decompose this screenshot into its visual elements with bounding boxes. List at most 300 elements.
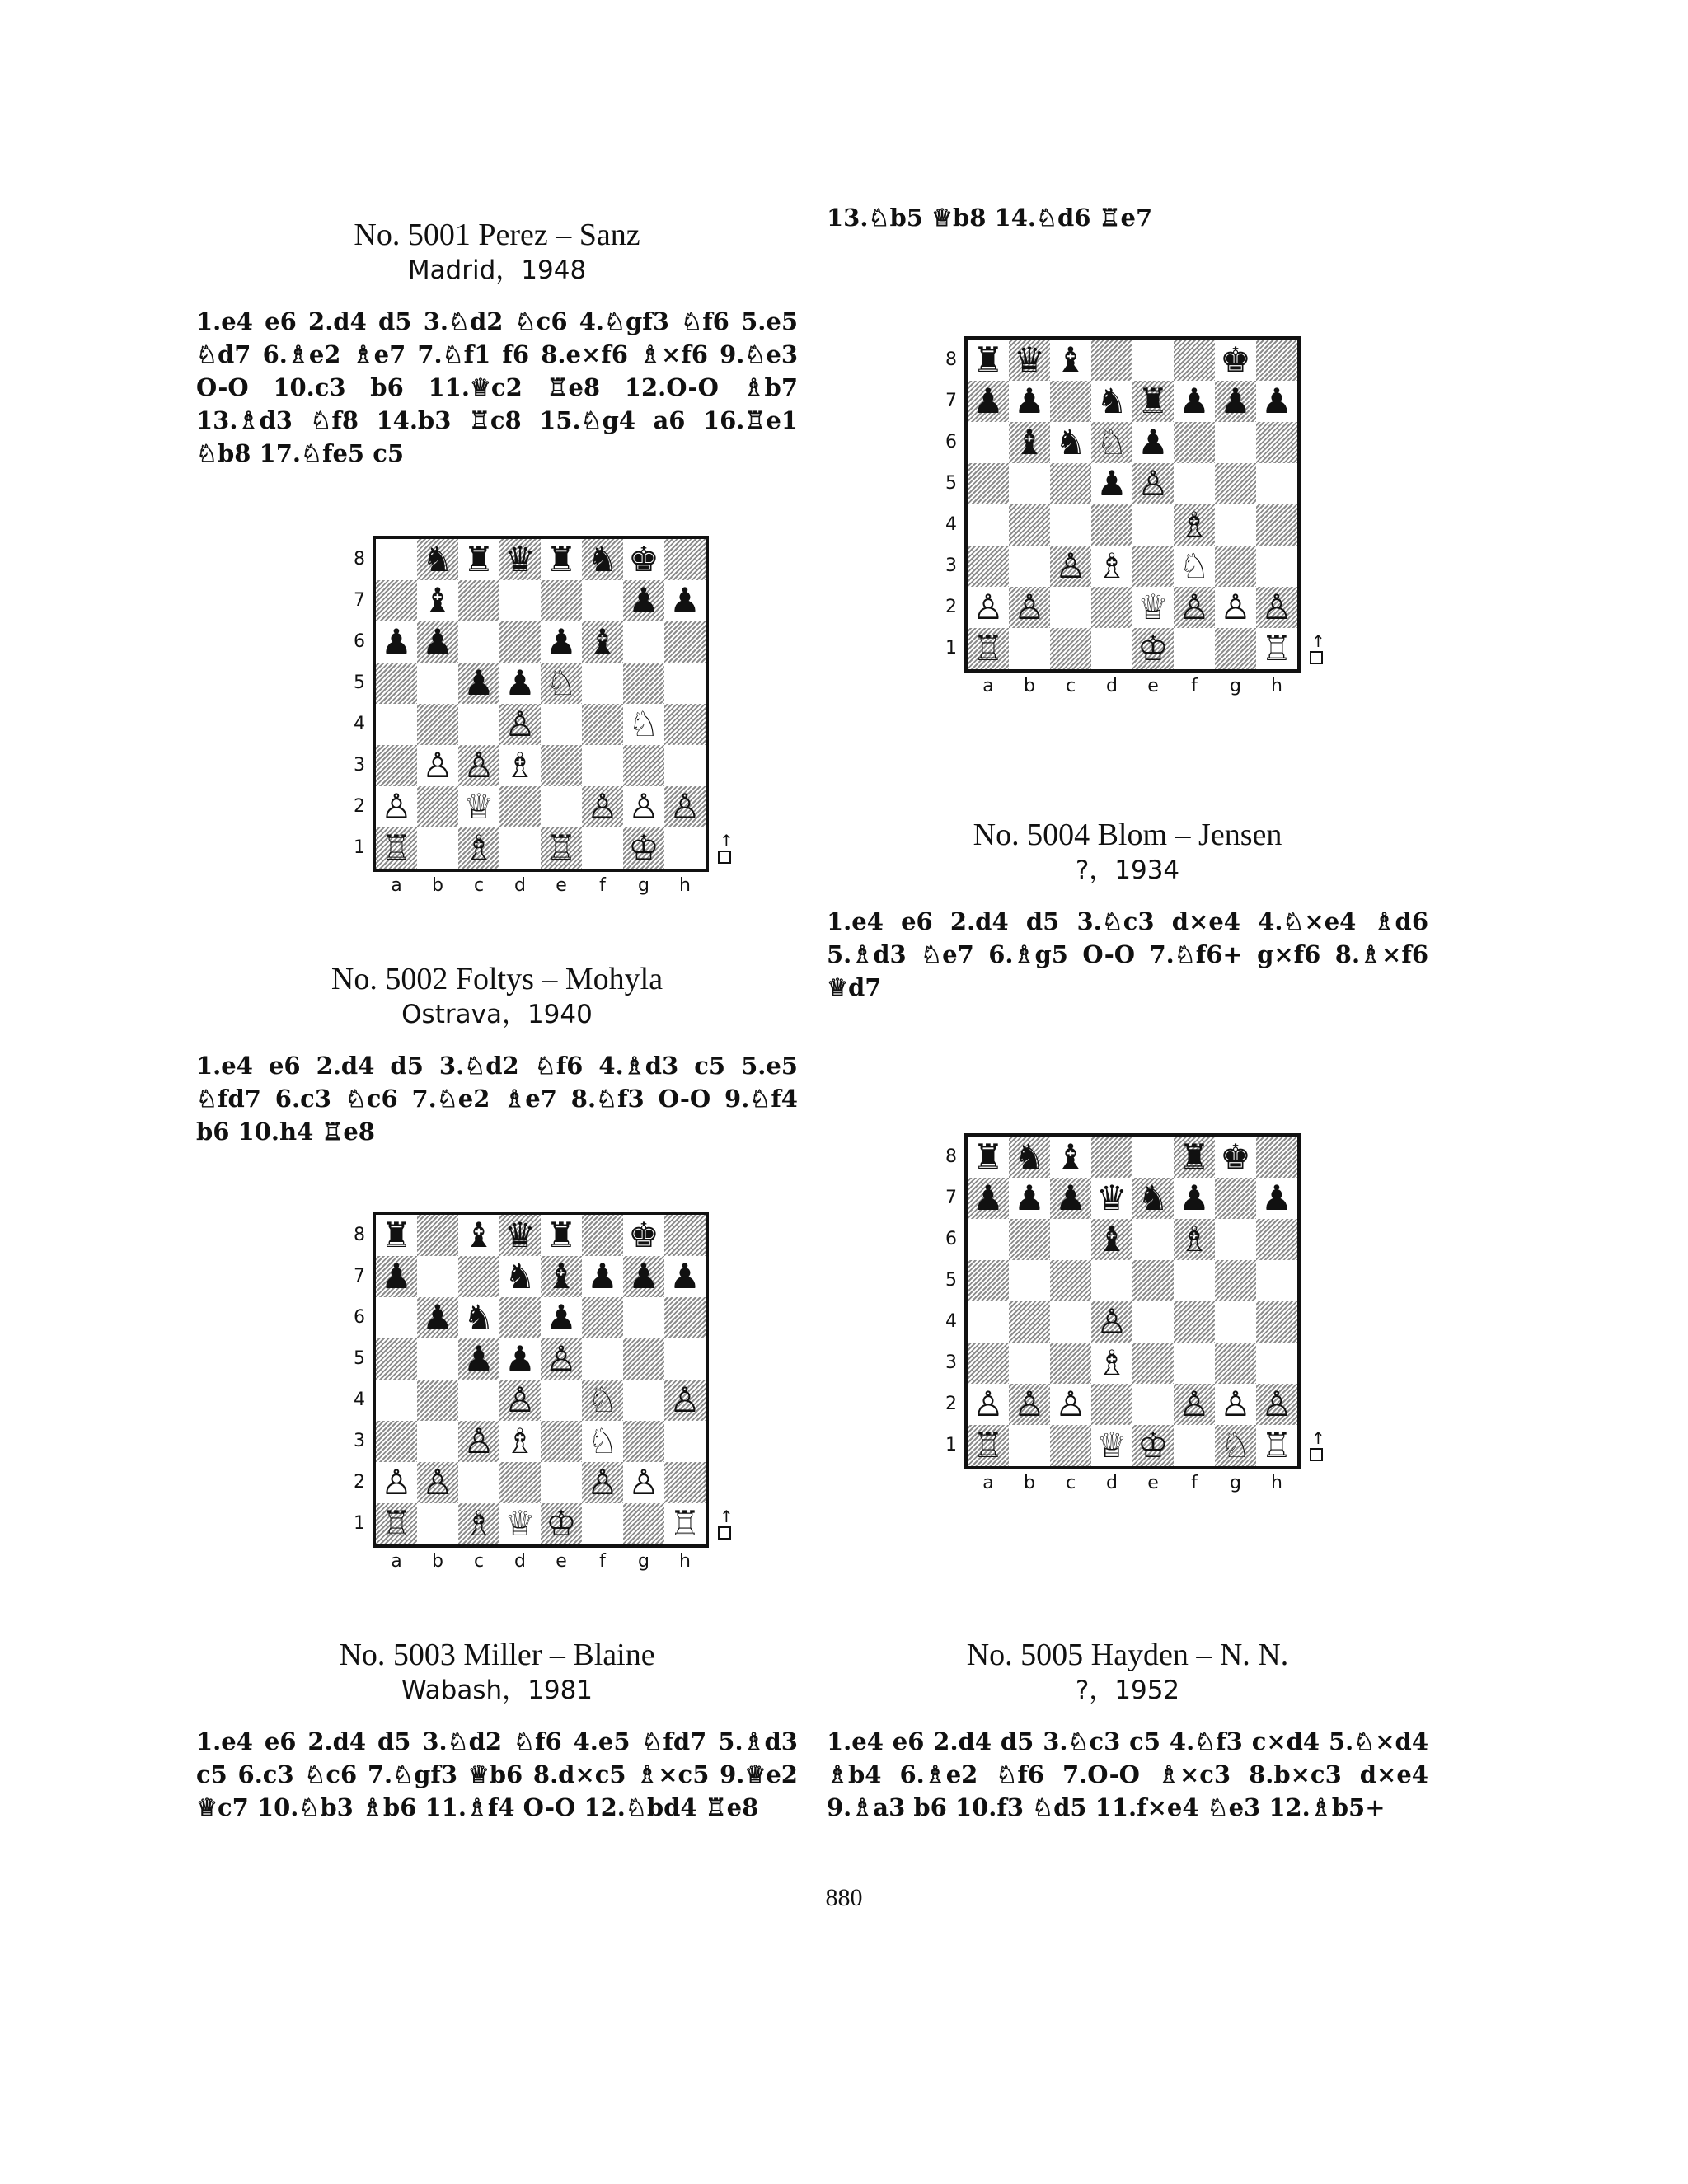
black-rook-icon: ♜ bbox=[381, 1215, 412, 1255]
rank-label: 3 bbox=[945, 555, 957, 576]
chess-board bbox=[373, 536, 709, 872]
square-a5 bbox=[376, 1338, 417, 1380]
black-rook-icon: ♜ bbox=[546, 539, 577, 579]
square-d2 bbox=[1091, 1384, 1132, 1425]
black-knight-icon: ♞ bbox=[1014, 1137, 1045, 1177]
square-a4 bbox=[968, 1301, 1009, 1343]
black-pawn-icon: ♟ bbox=[1261, 381, 1292, 421]
white-bishop-icon: ♗ bbox=[1179, 1219, 1210, 1259]
square-f5 bbox=[582, 663, 623, 704]
black-rook-icon: ♜ bbox=[1179, 1137, 1210, 1177]
black-pawn-icon: ♟ bbox=[422, 621, 453, 662]
black-pawn-icon: ♟ bbox=[669, 1256, 701, 1296]
rank-label: 3 bbox=[354, 755, 365, 776]
black-pawn-icon: ♟ bbox=[1137, 422, 1169, 462]
rank-label: 5 bbox=[354, 673, 365, 693]
game-title: No. 5004 Blom – Jensen bbox=[973, 818, 1282, 852]
white-to-move-square-icon bbox=[1310, 651, 1323, 664]
file-label: a bbox=[982, 676, 994, 696]
file-label: a bbox=[982, 1473, 994, 1493]
square-g4 bbox=[1215, 1301, 1256, 1343]
square-g3 bbox=[1215, 546, 1256, 587]
square-b1 bbox=[417, 827, 458, 869]
square-g6 bbox=[1215, 1219, 1256, 1260]
square-e4 bbox=[541, 704, 582, 745]
rank-label: 8 bbox=[945, 349, 957, 370]
white-rook-icon: ♖ bbox=[381, 1503, 412, 1544]
square-h3 bbox=[1256, 1343, 1297, 1384]
square-e4 bbox=[541, 1380, 582, 1421]
square-b2 bbox=[417, 786, 458, 827]
square-h4 bbox=[1256, 1301, 1297, 1343]
file-label: h bbox=[1271, 676, 1282, 696]
rank-label: 2 bbox=[354, 1472, 365, 1493]
square-c1 bbox=[1050, 628, 1091, 669]
file-label: a bbox=[391, 1551, 402, 1572]
file-label: d bbox=[514, 875, 526, 896]
white-pawn-icon: ♙ bbox=[381, 786, 412, 827]
square-d2 bbox=[499, 786, 541, 827]
file-label: f bbox=[1191, 676, 1198, 696]
rank-label: 2 bbox=[354, 796, 365, 817]
square-a3 bbox=[376, 745, 417, 786]
white-pawn-icon: ♙ bbox=[422, 745, 453, 785]
square-e2 bbox=[541, 786, 582, 827]
white-pawn-icon: ♙ bbox=[587, 1462, 618, 1502]
black-pawn-icon: ♟ bbox=[1014, 1178, 1045, 1218]
square-a8 bbox=[376, 539, 417, 580]
file-label: d bbox=[514, 1551, 526, 1572]
square-h8 bbox=[664, 539, 706, 580]
white-pawn-icon: ♙ bbox=[1014, 587, 1045, 627]
side-to-move-indicator bbox=[1309, 631, 1325, 666]
square-f3 bbox=[1174, 1343, 1215, 1384]
square-b5 bbox=[1009, 463, 1050, 504]
square-d6 bbox=[499, 1297, 541, 1338]
rank-label: 3 bbox=[945, 1352, 957, 1373]
white-pawn-icon: ♙ bbox=[504, 1380, 536, 1420]
white-pawn-icon: ♙ bbox=[628, 1462, 659, 1502]
square-f1 bbox=[1174, 1425, 1215, 1466]
white-king-icon: ♔ bbox=[546, 1503, 577, 1544]
rank-label: 4 bbox=[945, 514, 957, 535]
square-b3 bbox=[417, 1421, 458, 1462]
file-label: e bbox=[1147, 1473, 1159, 1493]
file-label: e bbox=[1147, 676, 1159, 696]
square-b5 bbox=[1009, 1260, 1050, 1301]
square-d7 bbox=[499, 580, 541, 621]
square-f5 bbox=[1174, 463, 1215, 504]
square-g6 bbox=[1215, 422, 1256, 463]
square-c4 bbox=[1050, 1301, 1091, 1343]
file-label: b bbox=[432, 1551, 443, 1572]
white-pawn-icon: ♙ bbox=[1014, 1384, 1045, 1424]
square-d1 bbox=[499, 827, 541, 869]
square-c2 bbox=[458, 1462, 499, 1503]
white-pawn-icon: ♙ bbox=[1220, 1384, 1251, 1424]
game-header-5004 bbox=[827, 816, 1428, 887]
black-pawn-icon: ♟ bbox=[546, 1297, 577, 1338]
rank-label: 6 bbox=[354, 631, 365, 652]
square-b4 bbox=[417, 1380, 458, 1421]
square-a4 bbox=[376, 704, 417, 745]
square-e4 bbox=[1132, 504, 1174, 546]
file-label: b bbox=[1024, 676, 1035, 696]
white-queen-icon: ♕ bbox=[463, 786, 495, 827]
rank-label: 7 bbox=[945, 391, 957, 411]
white-pawn-icon: ♙ bbox=[1137, 463, 1169, 504]
rank-label: 5 bbox=[945, 473, 957, 494]
square-b4 bbox=[417, 704, 458, 745]
black-king-icon: ♚ bbox=[628, 539, 659, 579]
white-rook-icon: ♖ bbox=[1261, 1425, 1292, 1465]
black-rook-icon: ♜ bbox=[463, 539, 495, 579]
white-rook-icon: ♖ bbox=[1261, 628, 1292, 668]
black-king-icon: ♚ bbox=[1220, 340, 1251, 380]
file-label: g bbox=[638, 875, 649, 896]
black-bishop-icon: ♝ bbox=[546, 1256, 577, 1296]
square-h6 bbox=[664, 621, 706, 663]
game-place: Wabash，1981 bbox=[401, 1675, 593, 1705]
black-bishop-icon: ♝ bbox=[1014, 422, 1045, 462]
black-pawn-icon: ♟ bbox=[1096, 463, 1128, 504]
black-pawn-icon: ♟ bbox=[381, 621, 412, 662]
black-rook-icon: ♜ bbox=[546, 1215, 577, 1255]
rank-label: 6 bbox=[945, 432, 957, 452]
square-g1 bbox=[1215, 628, 1256, 669]
file-label: f bbox=[1191, 1473, 1198, 1493]
black-knight-icon: ♞ bbox=[1096, 381, 1128, 421]
white-king-icon: ♔ bbox=[628, 827, 659, 868]
rank-label: 3 bbox=[354, 1431, 365, 1451]
black-bishop-icon: ♝ bbox=[587, 621, 618, 662]
file-label: c bbox=[1065, 676, 1076, 696]
white-bishop-icon: ♗ bbox=[1179, 504, 1210, 545]
white-pawn-icon: ♙ bbox=[1096, 1301, 1128, 1342]
white-rook-icon: ♖ bbox=[546, 827, 577, 868]
file-label: g bbox=[1230, 676, 1241, 696]
black-pawn-icon: ♟ bbox=[463, 663, 495, 703]
square-g6 bbox=[623, 621, 664, 663]
square-d8 bbox=[1091, 340, 1132, 381]
file-label: f bbox=[599, 1551, 606, 1572]
black-pawn-icon: ♟ bbox=[1261, 1178, 1292, 1218]
chess-board bbox=[373, 1212, 709, 1548]
game-header-5001 bbox=[196, 216, 798, 287]
black-pawn-icon: ♟ bbox=[463, 1338, 495, 1379]
square-b5 bbox=[417, 1338, 458, 1380]
square-g3 bbox=[623, 1421, 664, 1462]
white-bishop-icon: ♗ bbox=[504, 745, 536, 785]
square-h5 bbox=[1256, 463, 1297, 504]
square-e6 bbox=[1132, 1219, 1174, 1260]
file-label: f bbox=[599, 875, 606, 896]
black-pawn-icon: ♟ bbox=[973, 381, 1004, 421]
chess-board bbox=[964, 336, 1301, 673]
square-b5 bbox=[417, 663, 458, 704]
game-title: No. 5003 Miller – Blaine bbox=[339, 1638, 655, 1672]
white-queen-icon: ♕ bbox=[1137, 587, 1169, 627]
black-bishop-icon: ♝ bbox=[1055, 1137, 1086, 1177]
square-c7 bbox=[458, 1256, 499, 1297]
rank-label: 5 bbox=[354, 1348, 365, 1369]
square-h6 bbox=[664, 1297, 706, 1338]
black-pawn-icon: ♟ bbox=[546, 621, 577, 662]
black-rook-icon: ♜ bbox=[973, 340, 1004, 380]
file-label: b bbox=[432, 875, 443, 896]
square-a5 bbox=[968, 463, 1009, 504]
black-pawn-icon: ♟ bbox=[628, 580, 659, 621]
square-d8 bbox=[1091, 1137, 1132, 1178]
square-b1 bbox=[417, 1503, 458, 1544]
square-h2 bbox=[664, 1462, 706, 1503]
white-king-icon: ♔ bbox=[1137, 628, 1169, 668]
file-label: g bbox=[1230, 1473, 1241, 1493]
rank-label: 2 bbox=[945, 597, 957, 617]
square-a3 bbox=[376, 1421, 417, 1462]
white-pawn-icon: ♙ bbox=[587, 786, 618, 827]
white-rook-icon: ♖ bbox=[669, 1503, 701, 1544]
white-pawn-icon: ♙ bbox=[973, 587, 1004, 627]
game-moves: 1.e4 e6 2.d4 d5 3.♘c3 c5 4.♘f3 c×d4 5.♘×d4 ♗b4 6.♗e2 ♘f6 7.O-O ♗×c3 8.b×c3 d×e4 9.♗a3 b6 10.f3 ♘d5 11.f×e4 ♘e3 12.♗b5+ bbox=[827, 1727, 1428, 1821]
file-label: c bbox=[473, 875, 485, 896]
white-rook-icon: ♖ bbox=[381, 827, 412, 868]
square-a6 bbox=[968, 1219, 1009, 1260]
white-pawn-icon: ♙ bbox=[381, 1462, 412, 1502]
square-c7 bbox=[458, 580, 499, 621]
square-c6 bbox=[458, 621, 499, 663]
white-pawn-icon: ♙ bbox=[546, 1338, 577, 1379]
game-title: No. 5005 Hayden – N. N. bbox=[966, 1638, 1289, 1672]
square-e3 bbox=[541, 1421, 582, 1462]
arrow-up-icon: ↑ bbox=[720, 1507, 734, 1526]
square-h5 bbox=[1256, 1260, 1297, 1301]
white-rook-icon: ♖ bbox=[973, 1425, 1004, 1465]
white-bishop-icon: ♗ bbox=[1096, 1343, 1128, 1383]
white-bishop-icon: ♗ bbox=[504, 1421, 536, 1461]
square-c7 bbox=[1050, 381, 1091, 422]
square-f1 bbox=[582, 827, 623, 869]
black-pawn-icon: ♟ bbox=[628, 1256, 659, 1296]
black-bishop-icon: ♝ bbox=[1055, 340, 1086, 380]
square-g6 bbox=[623, 1297, 664, 1338]
white-pawn-icon: ♙ bbox=[1055, 1384, 1086, 1424]
white-knight-icon: ♘ bbox=[546, 663, 577, 703]
square-f3 bbox=[582, 745, 623, 786]
black-rook-icon: ♜ bbox=[973, 1137, 1004, 1177]
file-label: c bbox=[1065, 1473, 1076, 1493]
white-bishop-icon: ♗ bbox=[463, 1503, 495, 1544]
black-knight-icon: ♞ bbox=[504, 1256, 536, 1296]
square-d6 bbox=[499, 621, 541, 663]
square-a6 bbox=[968, 422, 1009, 463]
square-h6 bbox=[1256, 1219, 1297, 1260]
game-place: ?，1934 bbox=[1075, 855, 1180, 885]
black-pawn-icon: ♟ bbox=[669, 580, 701, 621]
white-knight-icon: ♘ bbox=[587, 1421, 618, 1461]
square-h3 bbox=[664, 745, 706, 786]
rank-label: 1 bbox=[354, 837, 365, 858]
square-f8 bbox=[582, 1215, 623, 1256]
white-knight-icon: ♘ bbox=[628, 704, 659, 744]
white-rook-icon: ♖ bbox=[973, 628, 1004, 668]
white-king-icon: ♔ bbox=[1137, 1425, 1169, 1465]
rank-label: 8 bbox=[945, 1146, 957, 1167]
square-f6 bbox=[1174, 422, 1215, 463]
game-title: No. 5001 Perez – Sanz bbox=[354, 218, 640, 252]
black-queen-icon: ♛ bbox=[504, 539, 536, 579]
white-bishop-icon: ♗ bbox=[1096, 546, 1128, 586]
white-knight-icon: ♘ bbox=[1179, 546, 1210, 586]
square-e2 bbox=[1132, 1384, 1174, 1425]
square-g5 bbox=[1215, 463, 1256, 504]
square-e8 bbox=[1132, 1137, 1174, 1178]
square-f5 bbox=[582, 1338, 623, 1380]
white-queen-icon: ♕ bbox=[504, 1503, 536, 1544]
file-label: h bbox=[1271, 1473, 1282, 1493]
white-pawn-icon: ♙ bbox=[1055, 546, 1086, 586]
square-b3 bbox=[1009, 546, 1050, 587]
square-a3 bbox=[968, 546, 1009, 587]
file-label: d bbox=[1106, 676, 1118, 696]
square-c6 bbox=[1050, 1219, 1091, 1260]
square-b4 bbox=[1009, 1301, 1050, 1343]
page-number: 880 bbox=[825, 1884, 863, 1911]
white-bishop-icon: ♗ bbox=[463, 827, 495, 868]
game-place: ?，1952 bbox=[1075, 1675, 1180, 1705]
game-place: Madrid，1948 bbox=[407, 255, 587, 285]
black-bishop-icon: ♝ bbox=[422, 580, 453, 621]
black-pawn-icon: ♟ bbox=[1179, 381, 1210, 421]
square-g4 bbox=[1215, 504, 1256, 546]
square-c5 bbox=[1050, 1260, 1091, 1301]
rank-label: 6 bbox=[945, 1229, 957, 1249]
file-label: d bbox=[1106, 1473, 1118, 1493]
arrow-up-icon: ↑ bbox=[1311, 631, 1325, 651]
black-king-icon: ♚ bbox=[1220, 1137, 1251, 1177]
square-a7 bbox=[376, 580, 417, 621]
rank-label: 1 bbox=[945, 1435, 957, 1455]
square-a3 bbox=[968, 1343, 1009, 1384]
white-pawn-icon: ♙ bbox=[463, 745, 495, 785]
black-pawn-icon: ♟ bbox=[504, 663, 536, 703]
white-to-move-square-icon bbox=[718, 1526, 731, 1540]
black-pawn-icon: ♟ bbox=[381, 1256, 412, 1296]
square-e7 bbox=[541, 580, 582, 621]
black-pawn-icon: ♟ bbox=[1014, 381, 1045, 421]
white-to-move-square-icon bbox=[1310, 1448, 1323, 1461]
black-pawn-icon: ♟ bbox=[1220, 381, 1251, 421]
square-d2 bbox=[1091, 587, 1132, 628]
rank-label: 4 bbox=[945, 1311, 957, 1332]
black-pawn-icon: ♟ bbox=[1179, 1178, 1210, 1218]
square-h8 bbox=[664, 1215, 706, 1256]
square-b1 bbox=[1009, 628, 1050, 669]
square-f7 bbox=[582, 580, 623, 621]
square-h1 bbox=[664, 827, 706, 869]
game-moves: 1.e4 e6 2.d4 d5 3.♘d2 ♘f6 4.♗d3 c5 5.e5 ♘fd7 6.c3 ♘c6 7.♘e2 ♗e7 8.♘f3 O-O 9.♘f4 b6 10.h4 ♖e8 bbox=[196, 1052, 798, 1146]
black-knight-icon: ♞ bbox=[463, 1297, 495, 1338]
game-place: Ostrava，1940 bbox=[401, 1000, 593, 1029]
file-label: a bbox=[391, 875, 402, 896]
square-f4 bbox=[1174, 1301, 1215, 1343]
game-header-5002 bbox=[196, 960, 798, 1031]
white-knight-icon: ♘ bbox=[587, 1380, 618, 1420]
square-h3 bbox=[1256, 546, 1297, 587]
white-pawn-icon: ♙ bbox=[628, 786, 659, 827]
square-f6 bbox=[582, 1297, 623, 1338]
rank-label: 5 bbox=[945, 1270, 957, 1291]
square-h6 bbox=[1256, 422, 1297, 463]
rank-label: 7 bbox=[354, 590, 365, 611]
square-f1 bbox=[582, 1503, 623, 1544]
white-pawn-icon: ♙ bbox=[1179, 587, 1210, 627]
side-to-move-indicator bbox=[717, 1507, 734, 1541]
game-moves: 1.e4 e6 2.d4 d5 3.♘d2 ♘c6 4.♘gf3 ♘f6 5.e5 ♘d7 6.♗e2 ♗e7 7.♘f1 f6 8.e×f6 ♗×f6 9.♘e3 O-O 10.c3 b6 11.♕c2 ♖e8 12.O-O ♗b7 13.♗d3 ♘f8 14.b3 ♖c8 15.♘g4 a6 16.♖e1 ♘b8 17.♘fe5 c5 bbox=[196, 307, 798, 467]
square-g1 bbox=[623, 1503, 664, 1544]
square-e8 bbox=[1132, 340, 1174, 381]
game-moves: 1.e4 e6 2.d4 d5 3.♘c3 d×e4 4.♘×e4 ♗d6 5.♗d3 ♘e7 6.♗g5 O-O 7.♘f6+ g×f6 8.♗×f6 ♕d7 bbox=[827, 907, 1428, 1001]
arrow-up-icon: ↑ bbox=[1311, 1428, 1325, 1448]
black-king-icon: ♚ bbox=[628, 1215, 659, 1255]
square-g7 bbox=[1215, 1178, 1256, 1219]
square-h8 bbox=[1256, 340, 1297, 381]
square-f1 bbox=[1174, 628, 1215, 669]
file-label: b bbox=[1024, 1473, 1035, 1493]
file-label: c bbox=[473, 1551, 485, 1572]
rank-label: 8 bbox=[354, 1225, 365, 1245]
rank-label: 2 bbox=[945, 1394, 957, 1414]
square-g3 bbox=[1215, 1343, 1256, 1384]
square-a6 bbox=[376, 1297, 417, 1338]
white-pawn-icon: ♙ bbox=[669, 1380, 701, 1420]
arrow-up-icon: ↑ bbox=[720, 831, 734, 851]
game-moves-continuation: 13.♘b5 ♕b8 14.♘d6 ♖e7 bbox=[827, 204, 1153, 232]
rank-label: 4 bbox=[354, 714, 365, 734]
white-pawn-icon: ♙ bbox=[1220, 587, 1251, 627]
black-rook-icon: ♜ bbox=[1137, 381, 1169, 421]
white-knight-icon: ♘ bbox=[1220, 1425, 1251, 1465]
square-b3 bbox=[1009, 1343, 1050, 1384]
rank-label: 4 bbox=[354, 1390, 365, 1410]
square-a4 bbox=[968, 504, 1009, 546]
black-pawn-icon: ♟ bbox=[422, 1297, 453, 1338]
white-pawn-icon: ♙ bbox=[973, 1384, 1004, 1424]
black-pawn-icon: ♟ bbox=[1055, 1178, 1086, 1218]
rank-label: 1 bbox=[945, 638, 957, 658]
square-c2 bbox=[1050, 587, 1091, 628]
white-to-move-square-icon bbox=[718, 851, 731, 864]
square-c4 bbox=[1050, 504, 1091, 546]
square-b7 bbox=[417, 1256, 458, 1297]
black-bishop-icon: ♝ bbox=[1096, 1219, 1128, 1259]
black-knight-icon: ♞ bbox=[422, 539, 453, 579]
square-a5 bbox=[968, 1260, 1009, 1301]
square-e3 bbox=[1132, 1343, 1174, 1384]
black-queen-icon: ♛ bbox=[504, 1215, 536, 1255]
file-label: h bbox=[679, 875, 691, 896]
square-g5 bbox=[623, 1338, 664, 1380]
square-g5 bbox=[1215, 1260, 1256, 1301]
rank-label: 7 bbox=[354, 1266, 365, 1286]
white-pawn-icon: ♙ bbox=[1261, 1384, 1292, 1424]
black-queen-icon: ♛ bbox=[1096, 1178, 1128, 1218]
square-h4 bbox=[664, 704, 706, 745]
rank-label: 8 bbox=[354, 549, 365, 569]
black-pawn-icon: ♟ bbox=[973, 1178, 1004, 1218]
side-to-move-indicator bbox=[717, 831, 734, 865]
black-pawn-icon: ♟ bbox=[587, 1256, 618, 1296]
